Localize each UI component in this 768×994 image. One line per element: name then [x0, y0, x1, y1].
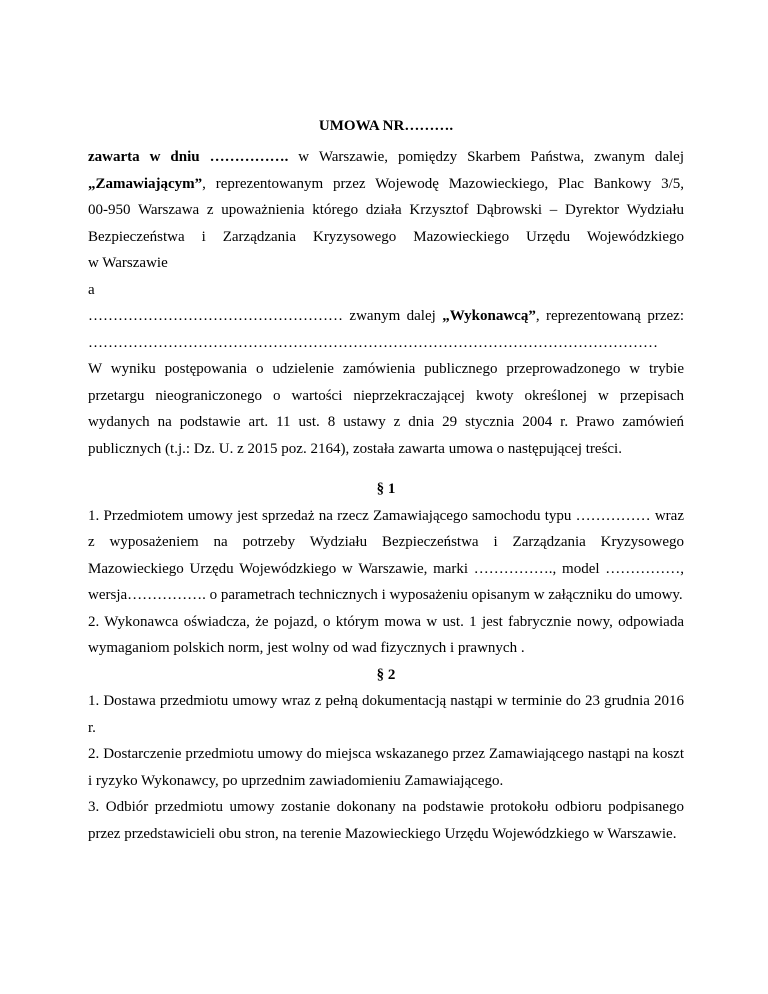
party-ordering: „Zamawiającym” — [88, 175, 203, 192]
contract-body — [88, 118, 684, 847]
conjunction-a: a — [88, 281, 95, 298]
section-2-paragraph-2: 2. Dostarczenie przedmiotu umowy do miejsca wskazanego przez Zamawiającego nastąpi na koszt i ryzyko Wykonawcy, po uprzednim zawiadomieniu Zamawiającego. — [88, 746, 684, 789]
intro-line-4: Bezpieczeństwa i Zarządzania Kryzysowego Mazowieckiego Urzędu Wojewódzkiego — [88, 228, 684, 245]
section-1-paragraph-2: 2. Wykonawca oświadcza, że pojazd, o którym mowa w ust. 1 jest fabrycznie nowy, odpowiada wymaganiom polskich norm, jest wolny od wad fizycznych i prawnych . — [88, 613, 684, 656]
intro-dotted-line: …………………………………………………………………………………………………… — [88, 334, 658, 351]
section-1-paragraph-1: 1. Przedmiotem umowy jest sprzedaż na rzecz Zamawiającego samochodu typu …………… wraz z wyposażeniem na potrzeby Wydziału Bezpieczeństwa i Zarządzania Kryzysowego Mazowieckiego Urzędu Wojewódzkiego w Warszawie, marki ……………., model ……………, wersja……………. o parametrach technicznych i wyposażeniu opisanym w załączniku do umowy. — [88, 507, 684, 603]
section-2-paragraph-3: 3. Odbiór przedmiotu umowy zostanie dokonany na podstawie protokołu odbioru podpisanego przez przedstawicieli obu stron, na terenie Mazowieckiego Urzędu Wojewódzkiego w Warszawie. — [88, 799, 684, 842]
intro-line-2: „Zamawiającym”, reprezentowanym przez Wojewodę Mazowieckiego, Plac Bankowy 3/5, — [88, 175, 684, 192]
contract-title: UMOWA NR………. — [318, 118, 454, 134]
party-contractor: „Wykonawcą” — [442, 308, 536, 324]
contract-date: zawarta w dniu ……………. — [88, 149, 289, 165]
intro-line-5: w Warszawie — [88, 255, 168, 271]
intro-line-1: zawarta w dniu ……………. w Warszawie, pomiędzy Skarbem Państwa, zwanym dalej — [88, 149, 685, 165]
intro-line-3: 00-950 Warszawa z upoważnienia którego działa Krzysztof Dąbrowski – Dyrektor Wydziału — [88, 202, 684, 218]
section-1-heading: § 1 — [376, 481, 396, 497]
section-2-paragraph-1: 1. Dostawa przedmiotu umowy wraz z pełną dokumentacją nastąpi w terminie do 23 grudnia 2016 r. — [88, 693, 684, 736]
section-2-heading: § 2 — [376, 666, 396, 683]
intro-line-contractor: …………………………………………… zwanym dalej „Wykonawcą”, reprezentowaną przez: — [88, 308, 684, 324]
preamble: W wyniku postępowania o udzielenie zamówienia publicznego przeprowadzonego w trybie przetargu nieograniczonego o wartości nieprzekraczającej kwoty określonej w przepisach wydanych na podstawie art. 11 ust. 8 ustawy z dnia 29 stycznia 2004 r. Prawo zamówień publicznych (t.j.: Dz. U. z 2015 poz. 2164), została zawarta umowa o następującej treści. — [88, 361, 684, 457]
